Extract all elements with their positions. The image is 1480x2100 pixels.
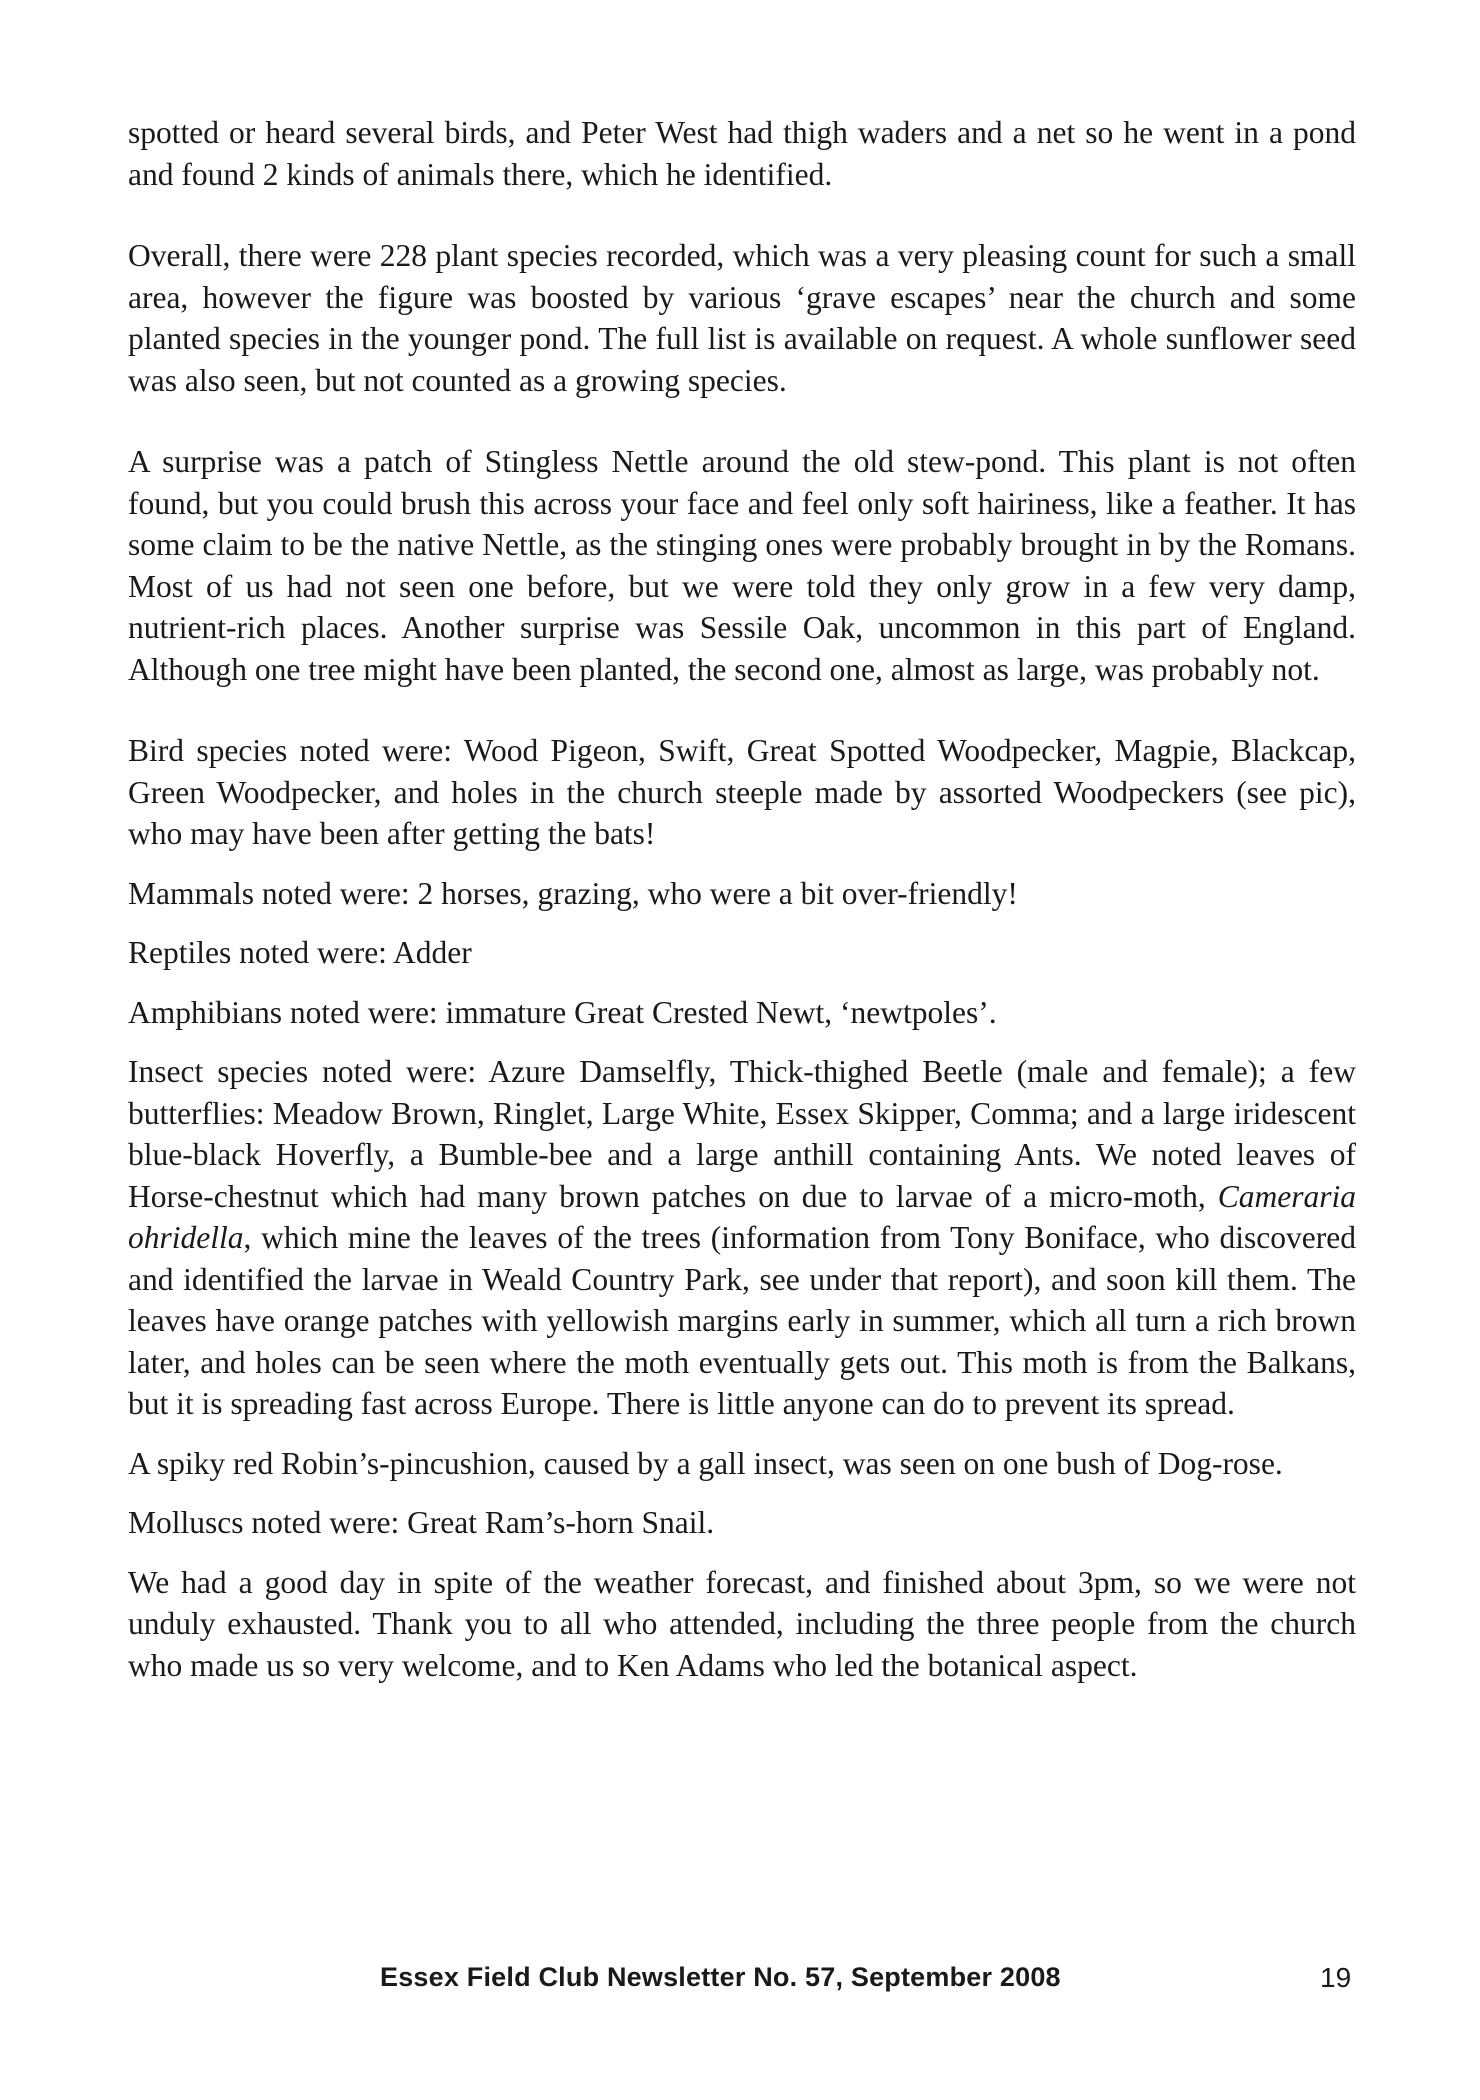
paragraph-closing: We had a good day in spite of the weather forecast, and finished about 3pm, so we were not unduly exhausted. Thank you to all who attended, including the three people from the church who made us so very welcome, and to Ken Adams who led the botanical aspect. xyxy=(128,1564,1356,1683)
article-body xyxy=(128,112,1356,1686)
page-number: 19 xyxy=(1320,1962,1352,1993)
insects-text-end: , which mine the leaves of the trees (information from Tony Boniface, who discovered and identified the larvae in Weald Country Park, see under that report), and soon kill them. The leaves have orange patches with yellowish margins early in summer, which all turn a rich brown later, and holes can be seen where the moth eventually gets out. This moth is from the Balkans, but it is spreading fast across Europe. There is little anyone can do to prevent its spread. xyxy=(128,1220,1356,1421)
species-name-italic: Cameraria ohridella xyxy=(128,1178,1356,1255)
paragraph-stingless-nettle: A surprise was a patch of Stingless Nettle around the old stew-pond. This plant is not often found, but you could brush this across your face and feel only soft hairiness, like a feather. It has some claim to be the native Nettle, as the stinging ones were probably brought in by the Romans. Most of us had not seen one before, but we were told they only grow in a few very damp, nutrient-rich places. Another surprise was Sessile Oak, uncommon in this part of England. Although one tree might have been planted, the second one, almost as large, was probably not. xyxy=(128,444,1356,687)
page-footer xyxy=(0,1962,1480,2002)
paragraph-reptiles: Reptiles noted were: Adder xyxy=(128,935,472,970)
paragraph-robins-pincushion: A spiky red Robin’s-pincushion, caused by a gall insect, was seen on one bush of Dog-rose. xyxy=(128,1445,1283,1481)
paragraph-molluscs: Molluscs noted were: Great Ram’s-horn Snail. xyxy=(128,1505,715,1540)
paragraph-insect-species xyxy=(128,1051,1356,1425)
paragraph-mammals: Mammals noted were: 2 horses, grazing, who were a bit over-friendly! xyxy=(128,875,1018,911)
paragraph-plant-count: Overall, there were 228 plant species recorded, which was a very pleasing count for such a small area, however the figure was boosted by various ‘grave escapes’ near the church and some planted species in the younger pond. The full list is available on request. A whole sunflower seed was also seen, but not counted as a growing species. xyxy=(128,238,1356,398)
insects-text-start: Insect species noted were: Azure Damselfly, Thick-thighed Beetle (male and female); a few butterflies: Meadow Brown, Ringlet, Large White, Essex Skipper, Comma; and a large iridescent blue-black Hoverfly, a Bumble-bee and a large anthill containing Ants. We noted leaves of Horse-chestnut which had many brown patches on due to larvae of a micro-moth, xyxy=(128,1054,1356,1214)
paragraph-field-trip-continued: spotted or heard several birds, and Peter West had thigh waders and a net so he went in a pond and found 2 kinds of animals there, which he identified. xyxy=(128,115,1356,192)
paragraph-bird-species: Bird species noted were: Wood Pigeon, Swift, Great Spotted Woodpecker, Magpie, Blackcap, Green Woodpecker, and holes in the church steeple made by assorted Woodpeckers (see pic), who may have been after getting the bats! xyxy=(128,733,1356,851)
paragraph-amphibians: Amphibians noted were: immature Great Crested Newt, ‘newtpoles’. xyxy=(128,994,997,1030)
newsletter-footer-title: Essex Field Club Newsletter No. 57, September 2008 xyxy=(380,1962,1061,1992)
